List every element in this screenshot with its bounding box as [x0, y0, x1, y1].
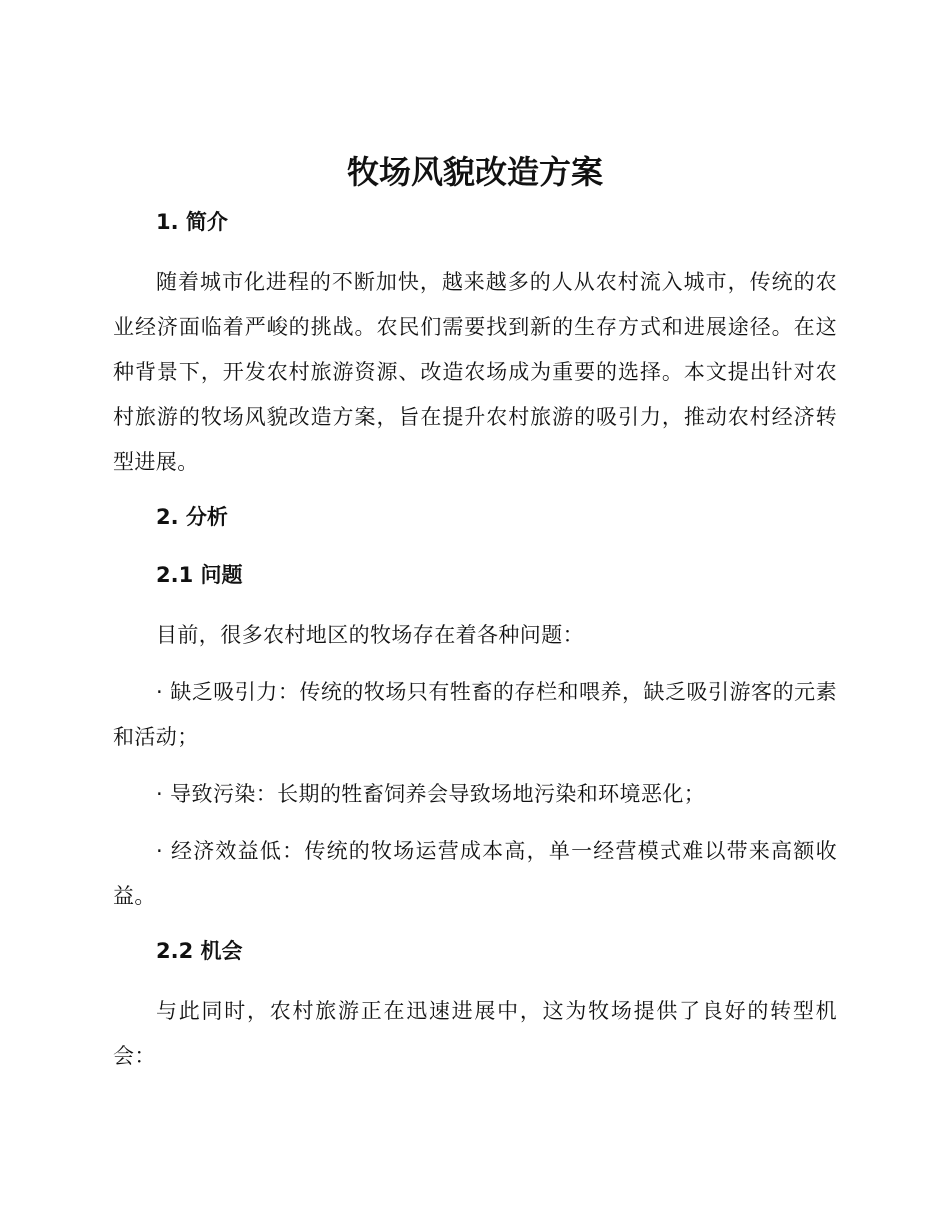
document-body: [113, 202, 837, 1079]
problem-item: · 经济效益低：传统的牧场运营成本高，单一经营模式难以带来高额收益。: [113, 839, 837, 908]
opportunity-paragraph: 与此同时，农村旅游正在迅速进展中，这为牧场提供了良好的转型机会：: [113, 999, 837, 1068]
subsection-heading-problems: 2.1 问题: [156, 563, 243, 587]
document-title: 牧场风貌改造方案: [346, 153, 603, 191]
section-heading-intro: 1. 简介: [156, 210, 228, 234]
section-heading-analysis: 2. 分析: [156, 505, 228, 529]
problem-item: · 导致污染：长期的牲畜饲养会导致场地污染和环境恶化；: [156, 782, 706, 806]
problem-item: · 缺乏吸引力：传统的牧场只有牲畜的存栏和喂养，缺乏吸引游客的元素和活动；: [113, 680, 837, 749]
intro-paragraph: 随着城市化进程的不断加快，越来越多的人从农村流入城市，传统的农业经济面临着严峻的挑战。农民们需要找到新的生存方式和进展途径。在这种背景下，开发农村旅游资源、改造农场成为重要的选择。本文提出针对农村旅游的牧场风貌改造方案，旨在提升农村旅游的吸引力，推动农村经济转型进展。: [113, 270, 837, 474]
problems-intro-paragraph: 目前，很多农村地区的牧场存在着各种问题：: [156, 623, 584, 647]
subsection-heading-opportunity: 2.2 机会: [156, 939, 243, 963]
